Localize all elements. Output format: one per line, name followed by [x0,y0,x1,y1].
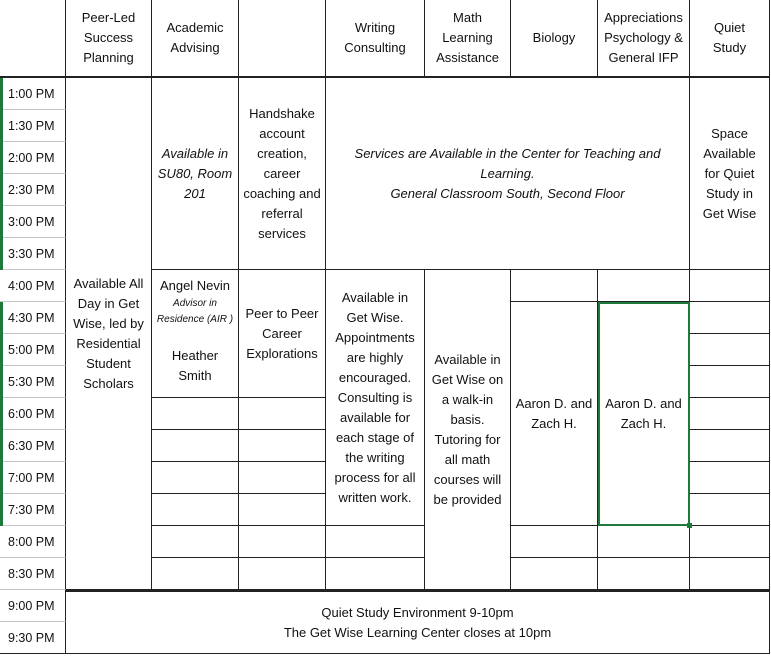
row-selection-indicator [0,302,3,526]
peer-career-cell[interactable]: Peer to Peer Career Explorations [239,270,326,398]
quiet-space-cell[interactable]: Space Available for Quiet Study in Get Wise [690,78,770,270]
time-row-label[interactable]: 9:30 PM [0,622,66,654]
quiet-study-cell[interactable] [690,558,770,590]
career-cell[interactable] [239,558,326,590]
writing-cell[interactable]: Available in Get Wise. Appointments are highly encouraged. Consulting is available for each stage of the writing process for all written work. [326,270,425,526]
advisor-smith-cell[interactable]: Heather Smith [152,334,239,398]
time-row-label[interactable]: 2:30 PM [0,174,66,206]
fill-handle-icon[interactable] [687,523,692,528]
row-selection-indicator [0,78,3,270]
advising-cell[interactable] [152,494,239,526]
column-header[interactable]: Peer-Led Success Planning [66,0,152,78]
biology-cell[interactable] [511,558,598,590]
column-header[interactable]: Math Learning Assistance [425,0,511,78]
advisor-name: Angel Nevin [159,278,231,293]
time-row-label[interactable]: 9:00 PM [0,590,66,622]
career-cell[interactable] [239,526,326,558]
ctl-services-cell[interactable]: Services are Available in the Center for Teaching and Learning. General Classroom South, Second Floor [326,78,690,270]
quiet-study-cell[interactable] [690,334,770,366]
writing-cell-empty[interactable] [326,558,425,590]
advising-cell[interactable] [152,430,239,462]
biology-tutors-cell[interactable]: Aaron D. and Zach H. [511,302,598,526]
career-cell[interactable] [239,462,326,494]
time-row-label[interactable]: 8:30 PM [0,558,66,590]
biology-cell[interactable] [511,526,598,558]
time-row-label[interactable]: 3:30 PM [0,238,66,270]
column-header[interactable]: Quiet Study [690,0,770,78]
psych-tutors-cell[interactable]: Aaron D. and Zach H. [598,302,690,526]
advising-location-cell[interactable]: Available in SU80, Room 201 [152,78,239,270]
column-header[interactable]: Biology [511,0,598,78]
quiet-study-cell[interactable] [690,430,770,462]
advisor-role: Advisor in Residence (AIR ) [156,298,234,325]
quiet-study-cell[interactable] [690,494,770,526]
career-cell[interactable] [239,398,326,430]
advisor-air-cell[interactable] [152,270,239,334]
advising-cell[interactable] [152,526,239,558]
psych-cell[interactable] [598,558,690,590]
peer-led-cell[interactable]: Available All Day in Get Wise, led by Residential Student Scholars [66,78,152,590]
career-cell[interactable] [239,430,326,462]
column-header[interactable]: Appreciations Psychology & General IFP [598,0,690,78]
biology-empty-cell[interactable] [511,270,598,302]
psych-empty-cell[interactable] [598,270,690,302]
time-row-label[interactable]: 1:00 PM [0,78,66,110]
time-row-label[interactable]: 1:30 PM [0,110,66,142]
psych-cell[interactable] [598,526,690,558]
quiet-study-cell[interactable] [690,526,770,558]
time-row-label[interactable]: 5:30 PM [0,366,66,398]
time-row-label[interactable]: 6:00 PM [0,398,66,430]
time-row-label[interactable]: 4:00 PM [0,270,66,302]
column-header[interactable]: Academic Advising [152,0,239,78]
writing-cell-empty[interactable] [326,526,425,558]
corner-cell[interactable] [0,0,66,78]
career-cell[interactable] [239,494,326,526]
time-row-label[interactable]: 7:00 PM [0,462,66,494]
time-row-label[interactable]: 2:00 PM [0,142,66,174]
advising-cell[interactable] [152,558,239,590]
closing-cell[interactable]: Quiet Study Environment 9-10pm The Get Wise Learning Center closes at 10pm [66,590,770,654]
time-row-label[interactable]: 6:30 PM [0,430,66,462]
advising-cell[interactable] [152,462,239,494]
quiet-study-cell[interactable] [690,302,770,334]
math-cell[interactable]: Available in Get Wise on a walk-in basis. Tutoring for all math courses will be provided [425,270,511,590]
quiet-study-cell[interactable] [690,462,770,494]
time-row-label[interactable]: 3:00 PM [0,206,66,238]
time-row-label[interactable]: 8:00 PM [0,526,66,558]
quiet-study-cell[interactable] [690,270,770,302]
handshake-cell[interactable]: Handshake account creation, career coaching and referral services [239,78,326,270]
time-row-label[interactable]: 5:00 PM [0,334,66,366]
quiet-study-cell[interactable] [690,398,770,430]
column-header[interactable] [239,0,326,78]
time-row-label[interactable]: 7:30 PM [0,494,66,526]
advising-cell[interactable] [152,398,239,430]
quiet-study-cell[interactable] [690,366,770,398]
time-row-label[interactable]: 4:30 PM [0,302,66,334]
column-header[interactable]: Writing Consulting [326,0,425,78]
